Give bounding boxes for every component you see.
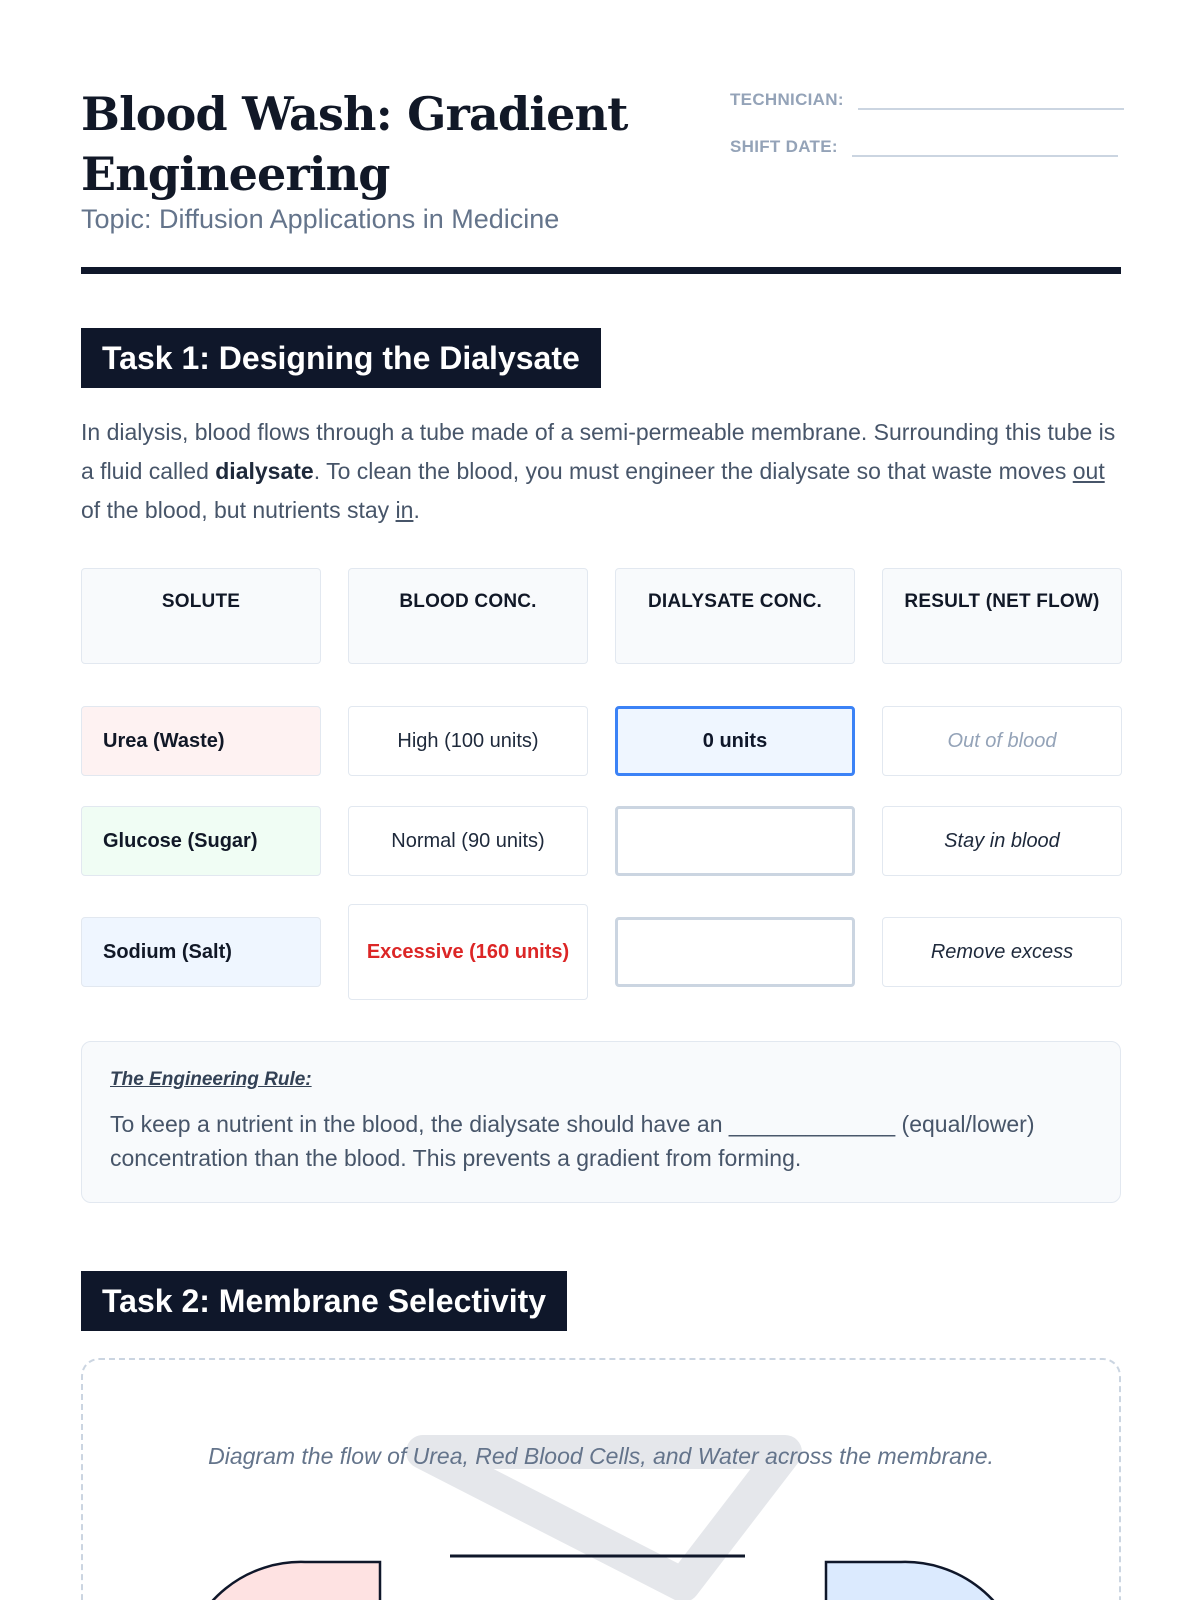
dialysate-side-chamber	[826, 1562, 1023, 1600]
task1-intro	[81, 413, 1121, 530]
engineering-rule-title: The Engineering Rule:	[110, 1069, 312, 1090]
urea-solute-cell: Urea (Waste)	[81, 706, 321, 776]
sodium-blood-conc-cell: Excessive (160 units)	[348, 904, 588, 1000]
glucose-solute-cell: Glucose (Sugar)	[81, 806, 321, 876]
sodium-result-cell: Remove excess	[882, 917, 1122, 987]
hourglass-watermark-icon	[423, 1452, 785, 1585]
header-divider	[81, 267, 1121, 274]
technician-label: TECHNICIAN:	[730, 90, 844, 109]
urea-dialysate-input[interactable]: 0 units	[615, 706, 855, 776]
sodium-solute-cell: Sodium (Salt)	[81, 917, 321, 987]
membrane-diagram-area[interactable]	[81, 1358, 1121, 1600]
shift-date-label: SHIFT DATE:	[730, 137, 838, 156]
glucose-blood-conc-cell: Normal (90 units)	[348, 806, 588, 876]
intro-dialysate-term: dialysate	[215, 458, 314, 484]
shift-date-row	[730, 133, 1118, 157]
glucose-result-cell: Stay in blood	[882, 806, 1122, 876]
task1-heading: Task 1: Designing the Dialysate	[81, 328, 601, 388]
worksheet-header	[81, 80, 1121, 274]
page-title: Blood Wash: Gradient Engineering	[81, 87, 628, 201]
intro-text-1: In dialysis, blood flows through a tube made of a semi-permeable membrane. Surrounding this tube is a fluid called	[81, 419, 1116, 484]
urea-result-cell: Out of blood	[882, 706, 1122, 776]
header-solute: SOLUTE	[81, 568, 321, 664]
intro-in-word: in	[395, 497, 414, 523]
sodium-dialysate-input[interactable]	[615, 917, 855, 987]
diagram-caption: Diagram the flow of Urea, Red Blood Cells, and Water across the membrane.	[208, 1443, 994, 1469]
intro-out-word: out	[1072, 458, 1105, 484]
shift-date-field[interactable]	[852, 133, 1118, 157]
intro-text-3: of the blood, but nutrients stay	[81, 497, 396, 523]
technician-field[interactable]	[858, 86, 1124, 110]
urea-blood-conc-cell: High (100 units)	[348, 706, 588, 776]
intro-text-2: . To clean the blood, you must engineer the dialysate so that waste moves	[313, 458, 1073, 484]
membrane-diagram	[83, 1360, 1121, 1600]
page-subtitle: Topic: Diffusion Applications in Medicine	[81, 204, 560, 234]
header-dialysate-conc: DIALYSATE CONC.	[615, 568, 855, 664]
technician-row	[730, 86, 1124, 110]
task2-heading: Task 2: Membrane Selectivity	[81, 1271, 567, 1331]
blood-side-chamber	[183, 1562, 380, 1600]
engineering-rule-box	[81, 1041, 1121, 1203]
intro-text-4: .	[413, 497, 420, 523]
engineering-rule-text: To keep a nutrient in the blood, the dialysate should have an _____________ (equal/lower) concentration than the blood. This prevents a gradient from forming.	[110, 1111, 1035, 1171]
glucose-dialysate-input[interactable]	[615, 806, 855, 876]
header-blood-conc: BLOOD CONC.	[348, 568, 588, 664]
header-result: RESULT (NET FLOW)	[882, 568, 1122, 664]
